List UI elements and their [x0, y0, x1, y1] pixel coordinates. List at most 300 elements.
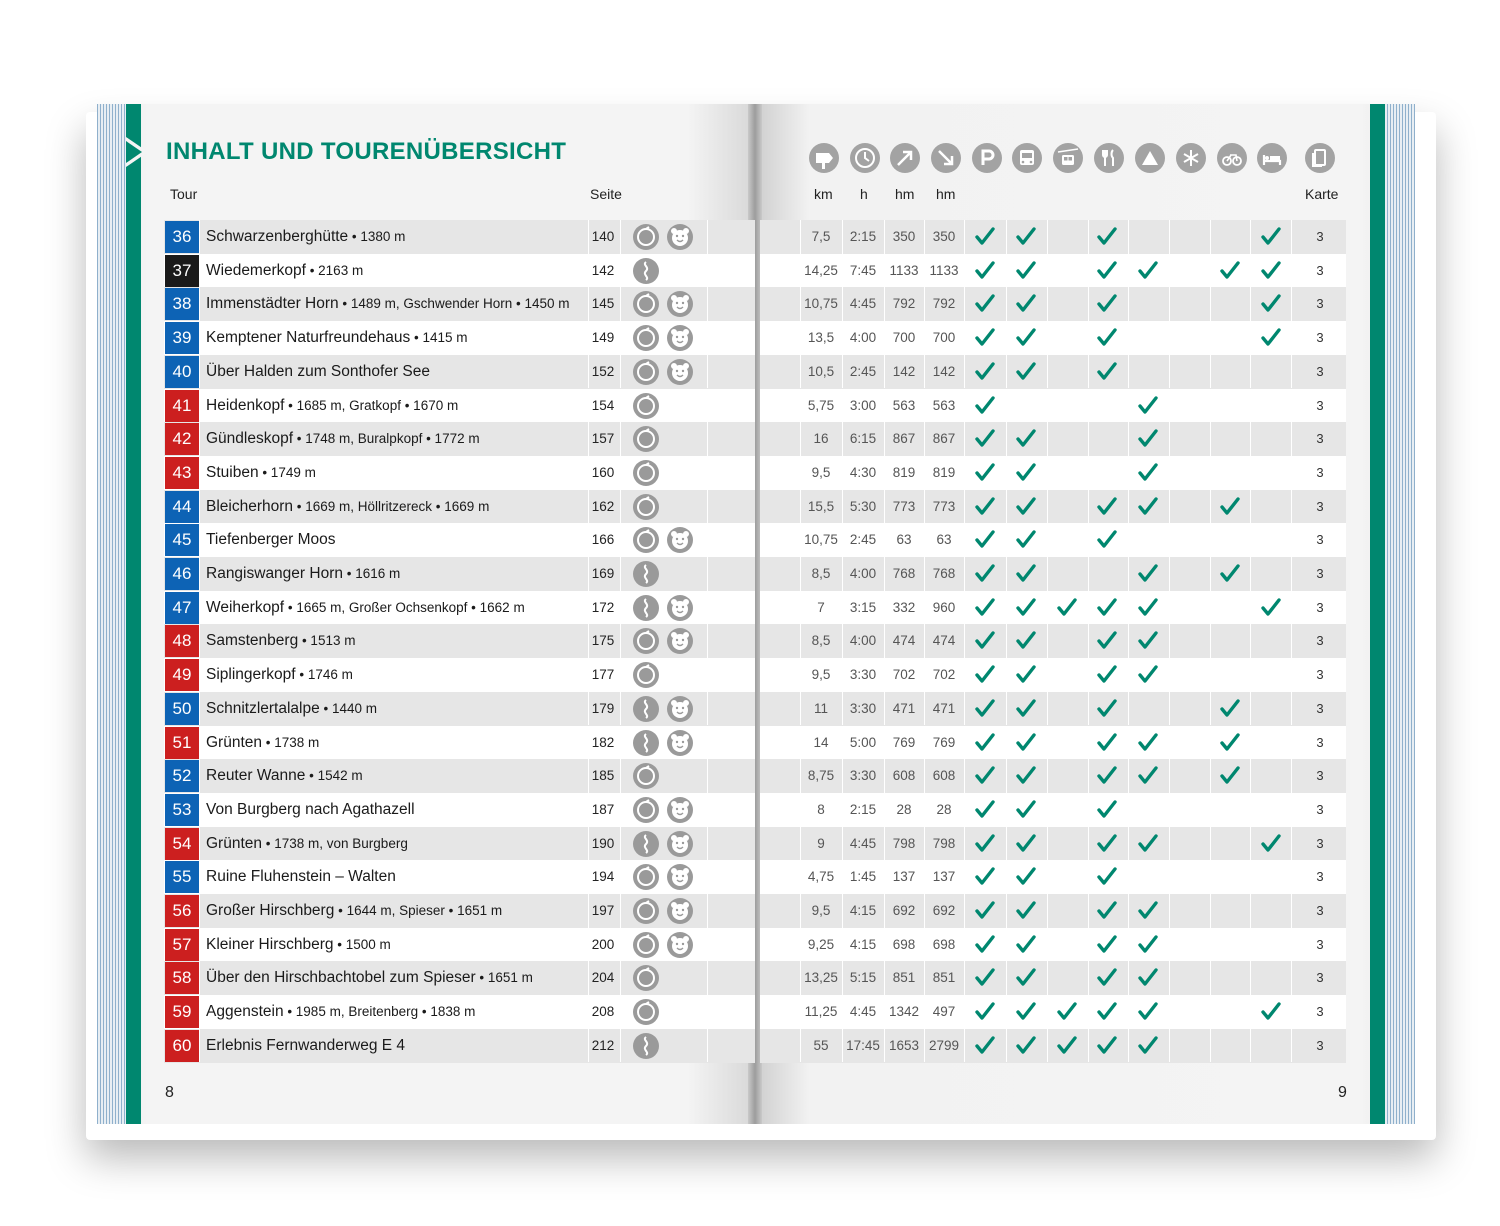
- tour-down: 63: [936, 532, 952, 548]
- column-divider: [707, 321, 708, 355]
- column-divider: [620, 490, 621, 524]
- tour-title: Weiherkopf: [206, 598, 285, 616]
- column-divider: [1291, 624, 1292, 658]
- column-divider: [1128, 456, 1129, 490]
- check-icon: [1095, 1034, 1119, 1058]
- tour-name[interactable]: [206, 321, 467, 355]
- column-divider: [1291, 287, 1292, 321]
- column-divider: [1088, 254, 1089, 288]
- column-divider: [707, 422, 708, 456]
- tour-page: 169: [591, 566, 615, 581]
- column-divider: [1291, 591, 1292, 625]
- tour-name[interactable]: [206, 961, 533, 995]
- column-divider: [1128, 961, 1129, 995]
- column-divider: [1169, 254, 1170, 288]
- tour-km: 14,25: [804, 262, 838, 278]
- tour-h: 4:45: [849, 835, 877, 851]
- column-divider: [707, 490, 708, 524]
- tour-km: 14: [813, 734, 829, 750]
- tour-name[interactable]: [206, 860, 396, 894]
- column-divider: [1291, 692, 1292, 726]
- column-divider: [1006, 692, 1007, 726]
- column-divider: [1169, 827, 1170, 861]
- column-divider: [1169, 793, 1170, 827]
- tour-name[interactable]: [206, 287, 569, 321]
- tour-map-number: 3: [1316, 363, 1324, 379]
- column-divider: [1088, 321, 1089, 355]
- tour-up: 474: [892, 633, 916, 649]
- tour-km: 15,5: [807, 498, 835, 514]
- tour-up: 332: [892, 599, 916, 615]
- tour-h: 4:15: [849, 903, 877, 918]
- column-divider: [199, 287, 200, 321]
- column-divider: [707, 1029, 708, 1063]
- column-divider: [199, 827, 200, 861]
- tour-map-number: 3: [1316, 734, 1324, 750]
- column-divider: [1210, 321, 1211, 355]
- check-icon: [973, 259, 997, 283]
- check-icon: [1095, 798, 1119, 822]
- tour-up: 692: [892, 903, 916, 918]
- check-icon: [1055, 596, 1079, 620]
- right-accent-bar: [1370, 104, 1385, 1124]
- page-number-right: 9: [1338, 1084, 1347, 1101]
- column-divider: [620, 726, 621, 760]
- tour-up: 792: [892, 296, 916, 312]
- column-divider: [1291, 355, 1292, 389]
- tour-number: 40: [165, 356, 199, 388]
- tour-name[interactable]: [206, 793, 415, 827]
- tour-page: 166: [591, 532, 615, 548]
- column-divider: [1169, 220, 1170, 254]
- check-icon: [1014, 832, 1038, 856]
- column-divider: [199, 793, 200, 827]
- tour-km: 9,5: [811, 464, 831, 480]
- tour-down: 773: [932, 498, 956, 514]
- column-divider: [707, 860, 708, 894]
- column-divider: [1128, 692, 1129, 726]
- column-divider: [707, 355, 708, 389]
- header-h: h: [860, 186, 868, 202]
- column-divider: [1291, 422, 1292, 456]
- check-icon: [1014, 596, 1038, 620]
- tour-title: Großer Hirschberg: [206, 902, 335, 919]
- column-divider: [1047, 692, 1048, 726]
- column-divider: [1088, 894, 1089, 928]
- tour-map-number: 3: [1316, 768, 1324, 784]
- tour-detail: • 1748 m, Buralpkopf • 1772 m: [293, 431, 480, 447]
- tour-map-number: 3: [1316, 869, 1324, 885]
- column-divider: [199, 860, 200, 894]
- tour-up: 1342: [888, 1004, 920, 1020]
- check-icon: [1014, 663, 1038, 687]
- round-trip-icon: [633, 393, 659, 419]
- column-divider: [1291, 726, 1292, 760]
- tour-name[interactable]: [206, 557, 400, 591]
- column-divider: [1250, 591, 1251, 625]
- column-divider: [964, 894, 965, 928]
- column-divider: [1250, 321, 1251, 355]
- column-divider: [1210, 523, 1211, 557]
- column-divider: [1047, 557, 1048, 591]
- check-icon: [1136, 394, 1160, 418]
- column-divider: [964, 355, 965, 389]
- check-icon: [1218, 259, 1242, 283]
- tour-title: Siplingerkopf: [206, 666, 296, 684]
- tour-title: Kleiner Hirschberg: [206, 935, 334, 953]
- tour-km: 9,25: [807, 936, 835, 952]
- tour-up: 1653: [888, 1037, 920, 1053]
- check-icon: [1136, 832, 1160, 856]
- tour-km: 13,5: [807, 330, 835, 346]
- tour-title: Bleicherhorn: [206, 497, 294, 515]
- column-divider: [199, 928, 200, 962]
- column-divider: [1088, 422, 1089, 456]
- column-divider: [1169, 961, 1170, 995]
- check-icon: [1259, 225, 1283, 249]
- tour-down: 142: [932, 363, 956, 379]
- column-divider: [707, 287, 708, 321]
- column-divider: [1291, 254, 1292, 288]
- column-divider: [199, 490, 200, 524]
- tour-name[interactable]: [206, 389, 458, 423]
- column-divider: [1047, 287, 1048, 321]
- check-icon: [973, 596, 997, 620]
- tour-number: 43: [165, 457, 199, 489]
- tour-up: 28: [896, 801, 912, 817]
- column-divider: [1250, 254, 1251, 288]
- tour-km: 7: [817, 599, 825, 615]
- column-divider: [1210, 961, 1211, 995]
- column-divider: [1210, 860, 1211, 894]
- column-divider: [1006, 422, 1007, 456]
- header-hm-down: hm: [936, 186, 956, 202]
- tour-map-number: 3: [1316, 633, 1324, 649]
- tour-map-number: 3: [1316, 667, 1324, 683]
- column-divider: [1250, 860, 1251, 894]
- check-icon: [1136, 461, 1160, 485]
- column-divider: [1169, 726, 1170, 760]
- tour-name[interactable]: [206, 928, 391, 962]
- tour-name[interactable]: [206, 490, 489, 524]
- column-divider: [1250, 928, 1251, 962]
- column-divider: [1047, 220, 1048, 254]
- column-divider: [1047, 355, 1048, 389]
- kid-friendly-icon: [667, 730, 693, 756]
- tour-map-number: 3: [1316, 1037, 1324, 1053]
- column-divider: [1291, 220, 1292, 254]
- bed-icon: [1257, 143, 1287, 173]
- column-divider: [1088, 591, 1089, 625]
- column-divider: [1006, 287, 1007, 321]
- column-divider: [1291, 928, 1292, 962]
- round-trip-icon: [633, 494, 659, 520]
- tour-page: 142: [591, 262, 615, 278]
- column-divider: [620, 220, 621, 254]
- tour-down: 497: [932, 1004, 956, 1020]
- tour-down: 851: [932, 970, 956, 986]
- tour-h: 4:00: [849, 566, 877, 581]
- check-icon: [973, 360, 997, 384]
- column-divider: [620, 658, 621, 692]
- tour-title: Wiedemerkopf: [206, 261, 306, 279]
- column-divider: [620, 591, 621, 625]
- tour-down: 608: [932, 768, 956, 784]
- tour-name[interactable]: [206, 692, 377, 726]
- tour-title: Samstenberg: [206, 632, 299, 650]
- tour-down: 2799: [928, 1037, 960, 1053]
- tour-km: 13,25: [804, 970, 838, 986]
- column-divider: [1088, 355, 1089, 389]
- page-title: INHALT UND TOURENÜBERSICHT: [166, 138, 567, 165]
- tour-up: 769: [892, 734, 916, 750]
- check-icon: [1136, 1000, 1160, 1024]
- kid-friendly-icon: [667, 595, 693, 621]
- check-icon: [973, 697, 997, 721]
- tour-name[interactable]: [206, 759, 363, 793]
- column-divider: [1006, 793, 1007, 827]
- tour-down: 474: [932, 633, 956, 649]
- tour-down: 769: [932, 734, 956, 750]
- column-divider: [1210, 287, 1211, 321]
- column-divider: [964, 389, 965, 423]
- tour-km: 5,75: [807, 397, 835, 413]
- column-divider: [1210, 624, 1211, 658]
- tour-name[interactable]: [206, 355, 430, 389]
- round-trip-icon: [633, 763, 659, 789]
- round-trip-icon: [633, 797, 659, 823]
- tour-map-number: 3: [1316, 700, 1324, 716]
- check-icon: [1014, 865, 1038, 889]
- column-divider: [1006, 894, 1007, 928]
- column-divider: [199, 220, 200, 254]
- column-divider: [1006, 254, 1007, 288]
- tour-name[interactable]: [206, 894, 502, 928]
- tour-name[interactable]: [206, 658, 353, 692]
- tour-up: 698: [892, 936, 916, 952]
- header-karte: Karte: [1305, 186, 1339, 202]
- tour-title: Immenstädter Horn: [206, 295, 339, 313]
- tour-name[interactable]: [206, 220, 405, 254]
- check-icon: [1136, 596, 1160, 620]
- check-icon: [1095, 899, 1119, 923]
- check-icon: [973, 933, 997, 957]
- column-divider: [1250, 287, 1251, 321]
- column-divider: [1128, 928, 1129, 962]
- column-divider: [620, 928, 621, 962]
- column-divider: [1006, 591, 1007, 625]
- column-divider: [1250, 726, 1251, 760]
- tour-up: 137: [892, 869, 916, 885]
- tour-h: 5:30: [849, 498, 877, 514]
- column-divider: [964, 928, 965, 962]
- tour-name[interactable]: [206, 591, 525, 625]
- tour-h: 1:45: [849, 869, 877, 885]
- tour-up: 63: [896, 532, 912, 548]
- column-divider: [964, 287, 965, 321]
- check-icon: [1014, 528, 1038, 552]
- tour-page: 140: [591, 229, 615, 244]
- tour-name[interactable]: [206, 1029, 405, 1063]
- tour-detail: • 1616 m: [343, 566, 401, 581]
- check-icon: [1095, 832, 1119, 856]
- column-divider: [620, 1029, 621, 1063]
- column-divider: [1291, 456, 1292, 490]
- tour-h: 3:30: [849, 768, 877, 784]
- tour-title: Über Halden zum Sonthofer See: [206, 362, 431, 380]
- round-trip-icon: [633, 224, 659, 250]
- tour-km: 8,5: [811, 633, 831, 649]
- column-divider: [707, 759, 708, 793]
- column-divider: [1291, 759, 1292, 793]
- column-divider: [1047, 624, 1048, 658]
- round-trip-icon: [633, 662, 659, 688]
- column-divider: [1088, 220, 1089, 254]
- column-divider: [1250, 624, 1251, 658]
- tour-down: 1133: [929, 262, 959, 278]
- check-icon: [1014, 697, 1038, 721]
- column-divider: [1291, 1029, 1292, 1063]
- tour-map-number: 3: [1316, 464, 1324, 480]
- check-icon: [1136, 899, 1160, 923]
- tour-number: 41: [165, 390, 199, 422]
- column-divider: [620, 422, 621, 456]
- check-icon: [1014, 461, 1038, 485]
- column-divider: [199, 254, 200, 288]
- tour-km: 4,75: [807, 869, 835, 885]
- check-icon: [1095, 360, 1119, 384]
- tour-number: 48: [165, 625, 199, 657]
- tour-up: 142: [892, 363, 916, 379]
- column-divider: [1250, 692, 1251, 726]
- tour-name[interactable]: [206, 624, 355, 658]
- column-divider: [1169, 624, 1170, 658]
- column-divider: [1250, 355, 1251, 389]
- winter-icon: [1176, 143, 1206, 173]
- check-icon: [973, 562, 997, 586]
- column-divider: [707, 894, 708, 928]
- column-divider: [1128, 624, 1129, 658]
- tour-number: 42: [165, 423, 199, 455]
- column-divider: [1088, 658, 1089, 692]
- column-divider: [1250, 658, 1251, 692]
- tour-detail: • 1669 m, Höllritzereck • 1669 m: [293, 498, 490, 514]
- tour-page: 194: [591, 869, 615, 885]
- column-divider: [964, 726, 965, 760]
- column-divider: [964, 490, 965, 524]
- column-divider: [707, 928, 708, 962]
- column-divider: [1169, 928, 1170, 962]
- tour-down: 702: [932, 667, 956, 683]
- check-icon: [1218, 562, 1242, 586]
- round-trip-icon: [633, 864, 659, 890]
- check-icon: [1095, 966, 1119, 990]
- column-divider: [1088, 726, 1089, 760]
- tour-name[interactable]: [206, 827, 408, 861]
- column-divider: [1169, 860, 1170, 894]
- column-divider: [1128, 591, 1129, 625]
- column-divider: [1210, 422, 1211, 456]
- check-icon: [1095, 697, 1119, 721]
- column-divider: [707, 591, 708, 625]
- tour-number: 58: [165, 962, 199, 994]
- tour-title: Tiefenberger Moos: [206, 531, 336, 549]
- column-divider: [620, 254, 621, 288]
- tour-title: Stuiben: [206, 463, 259, 481]
- check-icon: [1095, 764, 1119, 788]
- check-icon: [1136, 764, 1160, 788]
- column-divider: [1047, 961, 1048, 995]
- column-divider: [1088, 759, 1089, 793]
- column-divider: [1047, 860, 1048, 894]
- tour-name[interactable]: [206, 254, 363, 288]
- check-icon: [1055, 1034, 1079, 1058]
- column-divider: [1047, 928, 1048, 962]
- column-divider: [620, 557, 621, 591]
- column-divider: [620, 961, 621, 995]
- tour-page: 182: [591, 734, 615, 750]
- check-icon: [1014, 731, 1038, 755]
- column-divider: [1169, 692, 1170, 726]
- tour-detail: • 1746 m: [295, 667, 353, 683]
- tour-number: 44: [165, 491, 199, 523]
- column-divider: [199, 456, 200, 490]
- check-icon: [1014, 933, 1038, 957]
- round-trip-icon: [633, 999, 659, 1025]
- column-divider: [1250, 456, 1251, 490]
- column-divider: [1291, 793, 1292, 827]
- column-divider: [1291, 894, 1292, 928]
- check-icon: [1136, 259, 1160, 283]
- check-icon: [1095, 663, 1119, 687]
- tour-up: 700: [892, 330, 916, 346]
- tour-page: 187: [591, 801, 615, 817]
- right-page-edge: [1385, 104, 1415, 1124]
- tour-h: 4:45: [849, 296, 877, 312]
- tour-detail: • 1513 m: [298, 633, 356, 649]
- one-way-icon: [633, 561, 659, 587]
- column-divider: [199, 355, 200, 389]
- kid-friendly-icon: [667, 325, 693, 351]
- column-divider: [1210, 220, 1211, 254]
- column-divider: [620, 523, 621, 557]
- column-divider: [1047, 321, 1048, 355]
- column-divider: [1006, 860, 1007, 894]
- kid-friendly-icon: [667, 696, 693, 722]
- tour-name[interactable]: [206, 422, 480, 456]
- tour-h: 3:15: [849, 599, 877, 615]
- tour-title: Gündleskopf: [206, 430, 294, 448]
- tour-title: Rangiswanger Horn: [206, 565, 343, 582]
- check-icon: [973, 1034, 997, 1058]
- tour-name[interactable]: [206, 523, 336, 557]
- tour-name[interactable]: [206, 726, 319, 760]
- check-icon: [1095, 225, 1119, 249]
- column-divider: [964, 793, 965, 827]
- check-icon: [1218, 764, 1242, 788]
- column-divider: [707, 624, 708, 658]
- tour-down: 350: [932, 229, 956, 244]
- clock-icon: [850, 143, 880, 173]
- tour-name[interactable]: [206, 995, 475, 1029]
- tour-name[interactable]: [206, 456, 316, 490]
- column-divider: [1169, 591, 1170, 625]
- kid-friendly-icon: [667, 797, 693, 823]
- kid-friendly-icon: [667, 359, 693, 385]
- check-icon: [1259, 596, 1283, 620]
- tour-h: 5:15: [849, 970, 877, 986]
- tour-map-number: 3: [1316, 801, 1324, 817]
